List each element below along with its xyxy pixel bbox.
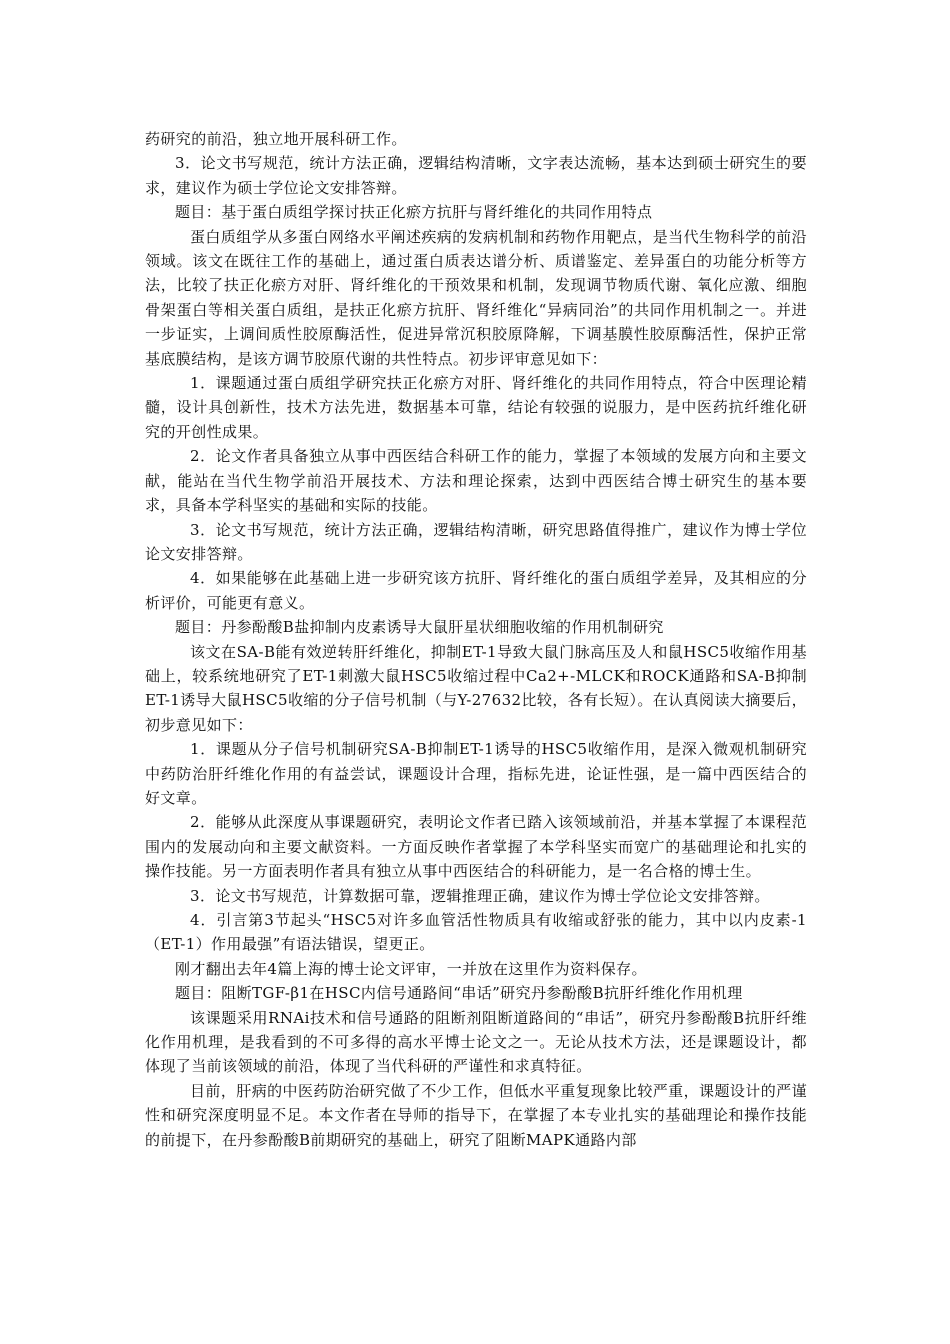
document-body [145,127,807,1152]
section-title: 题目：基于蛋白质组学探讨扶正化瘀方抗肝与肾纤维化的共同作用特点 [175,203,653,222]
paragraph: 4．如果能够在此基础上进一步研究该方抗肝、肾纤维化的蛋白质组学差异，及其相应的分析评价，可能更有意义。 [145,569,807,612]
paragraph: 该课题采用RNAi技术和信号通路的阻断剂阻断道路间的“串话”，研究丹参酚酸B抗肝纤维化作用机理，是我看到的不可多得的高水平博士论文之一。无论从技术方法，还是课题设计，都体现了当前该领域的前沿，体现了当代科研的严谨性和求真特征。 [145,1008,807,1076]
paragraph: 药研究的前沿，独立地开展科研工作。 [145,130,407,148]
paragraph: 3．论文书写规范，统计方法正确，逻辑结构清晰，研究思路值得推广，建议作为博士学位论文安排答辩。 [145,520,807,563]
paragraph: 3．论文书写规范，统计方法正确，逻辑结构清晰，文字表达流畅，基本达到硕士研究生的要求，建议作为硕士学位论文安排答辩。 [145,154,807,197]
section-title: 题目：丹参酚酸B盐抑制内皮素诱导大鼠肝星状细胞收缩的作用机制研究 [175,618,664,637]
paragraph: 1．课题通过蛋白质组学研究扶正化瘀方对肝、肾纤维化的共同作用特点，符合中医理论精髓，设计具创新性，技术方法先进，数据基本可靠，结论有较强的说服力，是中医药抗纤维化研究的开创性成果。 [145,374,807,441]
paragraph: 蛋白质组学从多蛋白网络水平阐述疾病的发病机制和药物作用靶点，是当代生物科学的前沿领域。该文在既往工作的基础上，通过蛋白质表达谱分析、质谱鉴定、差异蛋白的功能分析等方法，比较了扶正化瘀方对肝、肾纤维化的干预效果和机制，发现调节物质代谢、氧化应激、细胞骨架蛋白等相关蛋白质组，是扶正化瘀方抗肝、肾纤维化“异病同治”的共同作用机制之一。并进一步证实，上调间质性胶原酶活性，促进异常沉积胶原降解，下调基膜性胶原酶活性，保护正常基底膜结构，是该方调节胶原代谢的共性特点。初步评审意见如下： [145,227,807,368]
paragraph: 1．课题从分子信号机制研究SA-B抑制ET-1诱导的HSC5收缩作用，是深入微观机制研究中药防治肝纤维化作用的有益尝试，课题设计合理，指标先进，论证性强，是一篇中西医结合的好文章。 [145,740,807,807]
paragraph: 刚才翻出去年4篇上海的博士论文评审，一并放在这里作为资料保存。 [175,959,647,978]
paragraph: 4．引言第3节起头“HSC5对许多血管活性物质具有收缩或舒张的能力，其中以内皮素-1（ET-1）作用最强”有语法错误，望更正。 [145,911,807,954]
paragraph: 该文在SA-B能有效逆转肝纤维化，抑制ET-1导致大鼠门脉高压及人和鼠HSC5收缩作用基础上，较系统地研究了ET-1刺激大鼠HSC5收缩过程中Ca2+-MLCK和ROCK通路和SA-B抑制ET-1诱导大鼠HSC5收缩的分子信号机制（与Y-27632比较，各有长短）。在认真阅读大摘要后，初步意见如下： [145,642,807,734]
paragraph: 2．论文作者具备独立从事中西医结合科研工作的能力，掌握了本领域的发展方向和主要文献，能站在当代生物学前沿开展技术、方法和理论探索，达到中西医结合博士研究生的基本要求，具备本学科坚实的基础和实际的技能。 [145,447,807,515]
section-title: 题目：阻断TGF-β1在HSC内信号通路间“串话”研究丹参酚酸B抗肝纤维化作用机理 [175,984,743,1003]
paragraph: 2．能够从此深度从事课题研究，表明论文作者已踏入该领域前沿，并基本掌握了本课程范围内的发展动向和主要文献资料。一方面反映作者掌握了本学科坚实而宽广的基础理论和扎实的操作技能。另一方面表明作者具有独立从事中西医结合的科研能力，是一名合格的博士生。 [145,813,807,881]
paragraph: 3．论文书写规范，计算数据可靠，逻辑推理正确，建议作为博士学位论文安排答辩。 [190,886,770,905]
paragraph: 目前，肝病的中医药防治研究做了不少工作，但低水平重复现象比较严重，课题设计的严谨性和研究深度明显不足。本文作者在导师的指导下，在掌握了本专业扎实的基础理论和操作技能的前提下，在丹参酚酸B前期研究的基础上，研究了阻断MAPK通路内部 [145,1081,807,1149]
